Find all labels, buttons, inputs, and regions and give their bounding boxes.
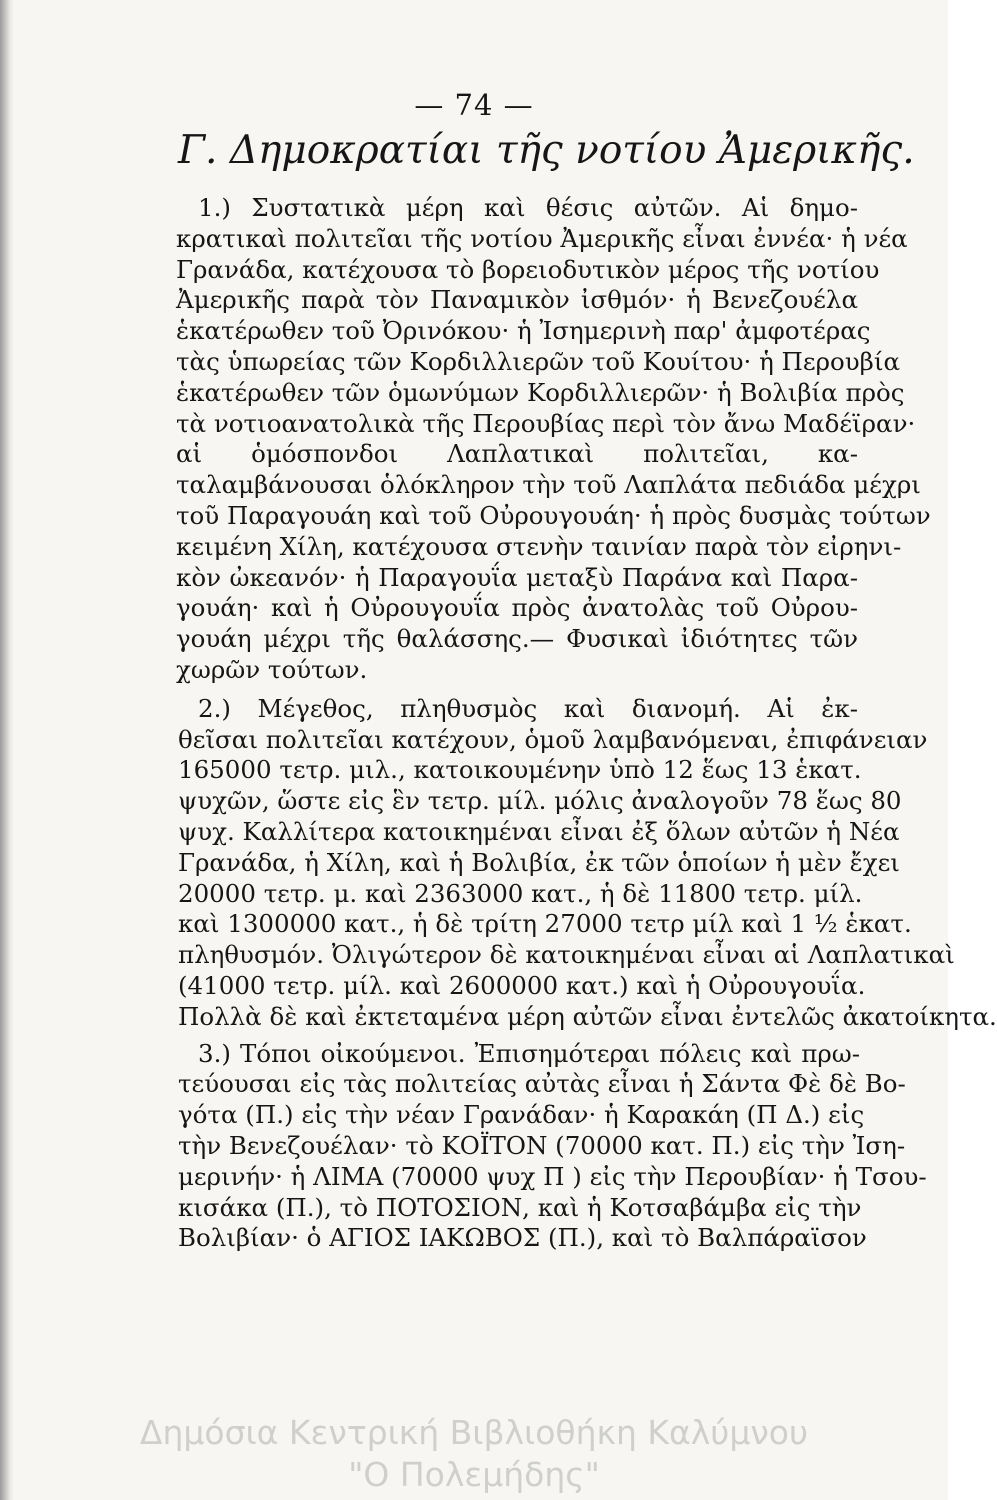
watermark-line: "Ο Πολεμήδης" bbox=[348, 1455, 600, 1494]
text-line: κειμένη Χίλη, κατέχουσα στενὴν ταινίαν παρὰ τὸν εἰρηνι- bbox=[176, 532, 902, 561]
text-line: τοῦ Παραγουάη καὶ τοῦ Οὐρουγουάη· ἡ πρὸς δυσμὰς τούτων bbox=[176, 501, 931, 530]
text-line: γουάη μέχρι τῆς θαλάσσης.— Φυσικαὶ ἰδιότητες τῶν bbox=[176, 624, 858, 653]
text-line: τὰς ὑπωρείας τῶν Κορδιλλιερῶν τοῦ Κουίτου· ἡ Περουβία bbox=[176, 347, 900, 376]
watermark-line: Δημόσια Κεντρική Βιβλιοθήκη Καλύμνου bbox=[139, 1413, 809, 1452]
text-line: 165000 τετρ. μιλ., κατοικουμένην ὑπὸ 12 ἕως 13 ἑκατ. bbox=[178, 755, 862, 784]
text-line: τὴν Βενεζουέλαν· τὸ ΚΟΪΤΟΝ (70000 κατ. Π.) εἰς τὴν Ἰση- bbox=[178, 1131, 906, 1160]
text-line: ταλαμβάνουσαι ὁλόκληρον τὴν τοῦ Λαπλάτα πεδιάδα μέχρι bbox=[176, 470, 921, 499]
text-line: 3.) Τόποι οἰκούμενοι. Ἐπισημότεραι πόλεις καὶ πρω- bbox=[198, 1039, 860, 1068]
text-line: καὶ 1300000 κατ., ἡ δὲ τρίτη 27000 τετρ μίλ καὶ 1 ½ ἑκατ. bbox=[178, 909, 912, 938]
text-line: θεῖσαι πολιτεῖαι κατέχουν, ὁμοῦ λαμβανόμεναι, ἐπιφάνειαν bbox=[178, 725, 928, 754]
text-line: ἑκατέρωθεν τοῦ Ὀρινόκου· ἡ Ἰσημερινὴ παρ' ἀμφοτέρας bbox=[176, 316, 871, 345]
text-line: κὸν ὠκεανόν· ἡ Παραγουΐα μεταξὺ Παράνα καὶ Παρα- bbox=[176, 563, 858, 592]
text-line: 2.) Μέγεθος, πληθυσμὸς καὶ διανομή. Αἱ ἐκ- bbox=[198, 694, 858, 723]
text-line: Γρανάδα, κατέχουσα τὸ βορειοδυτικὸν μέρος τῆς νοτίου bbox=[176, 255, 880, 284]
text-line: Βολιβίαν· ὁ ΑΓΙΟΣ ΙΑΚΩΒΟΣ (Π.), καὶ τὸ Βαλπάραϊσον bbox=[178, 1223, 867, 1252]
library-watermark bbox=[0, 1412, 948, 1496]
page-edge-shadow bbox=[0, 0, 14, 1500]
section-heading: Γ. Δημοκρατίαι τῆς νοτίου Ἀμερικῆς. bbox=[178, 128, 915, 173]
text-line: Πολλὰ δὲ καὶ ἐκτεταμένα μέρη αὐτῶν εἶναι ἐντελῶς ἀκατοίκητα. bbox=[178, 1002, 997, 1031]
text-line: 20000 τετρ. μ. καὶ 2363000 κατ., ἡ δὲ 11800 τετρ. μίλ. bbox=[178, 879, 863, 908]
text-line: 1.) Συστατικὰ μέρη καὶ θέσις αὐτῶν. Αἱ δημο- bbox=[198, 193, 858, 222]
text-line: (41000 τετρ. μίλ. καὶ 2600000 κατ.) καὶ ἡ Οὐρουγουΐα. bbox=[178, 971, 866, 1000]
text-line: αἱ ὁμόσπονδοι Λαπλατικαὶ πολιτεῖαι, κα- bbox=[176, 439, 858, 468]
text-line: τεύουσαι εἰς τὰς πολιτείας αὐτὰς εἶναι ἡ Σάντα Φὲ δὲ Βο- bbox=[178, 1069, 906, 1098]
text-line: πληθυσμόν. Ὀλιγώτερον δὲ κατοικημέναι εἶναι αἱ Λαπλατικαὶ bbox=[178, 940, 955, 969]
text-line: κρατικαὶ πολιτεῖαι τῆς νοτίου Ἀμερικῆς εἶναι ἐννέα· ἡ νέα bbox=[176, 224, 908, 253]
text-line: Γρανάδα, ἡ Χίλη, καὶ ἡ Βολιβία, ἐκ τῶν ὁποίων ἡ μὲν ἔχει bbox=[178, 848, 900, 877]
text-line: γότα (Π.) εἰς τὴν νέαν Γρανάδαν· ἡ Καρακάη (Π Δ.) εἰς bbox=[178, 1100, 865, 1129]
text-line: ψυχῶν, ὥστε εἰς ἓν τετρ. μίλ. μόλις ἀναλογοῦν 78 ἕως 80 bbox=[178, 786, 902, 815]
page-number: — 74 — bbox=[414, 88, 534, 122]
text-line: γουάη· καὶ ἡ Οὐρουγουΐα πρὸς ἀνατολὰς τοῦ Οὐρου- bbox=[176, 593, 858, 622]
text-line: τὰ νοτιοανατολικὰ τῆς Περουβίας περὶ τὸν ἄνω Μαδέϊραν· bbox=[176, 409, 916, 438]
text-line: ἑκατέρωθεν τῶν ὁμωνύμων Κορδιλλιερῶν· ἡ Βολιβία πρὸς bbox=[176, 378, 905, 407]
text-line: χωρῶν τούτων. bbox=[176, 655, 368, 684]
text-line: ψυχ. Καλλίτερα κατοικημέναι εἶναι ἐξ ὅλων αὐτῶν ἡ Νέα bbox=[178, 817, 900, 846]
text-line: Ἀμερικῆς παρὰ τὸν Παναμικὸν ἰσθμόν· ἡ Βενεζουέλα bbox=[176, 285, 858, 314]
text-line: μερινήν· ἡ ΛΙΜΑ (70000 ψυχ Π ) εἰς τὴν Περουβίαν· ἡ Τσου- bbox=[178, 1162, 927, 1191]
text-line: κισάκα (Π.), τὸ ΠΟΤΟΣΙΟΝ, καὶ ἡ Κοτσαβάμβα εἰς τὴν bbox=[178, 1193, 862, 1222]
